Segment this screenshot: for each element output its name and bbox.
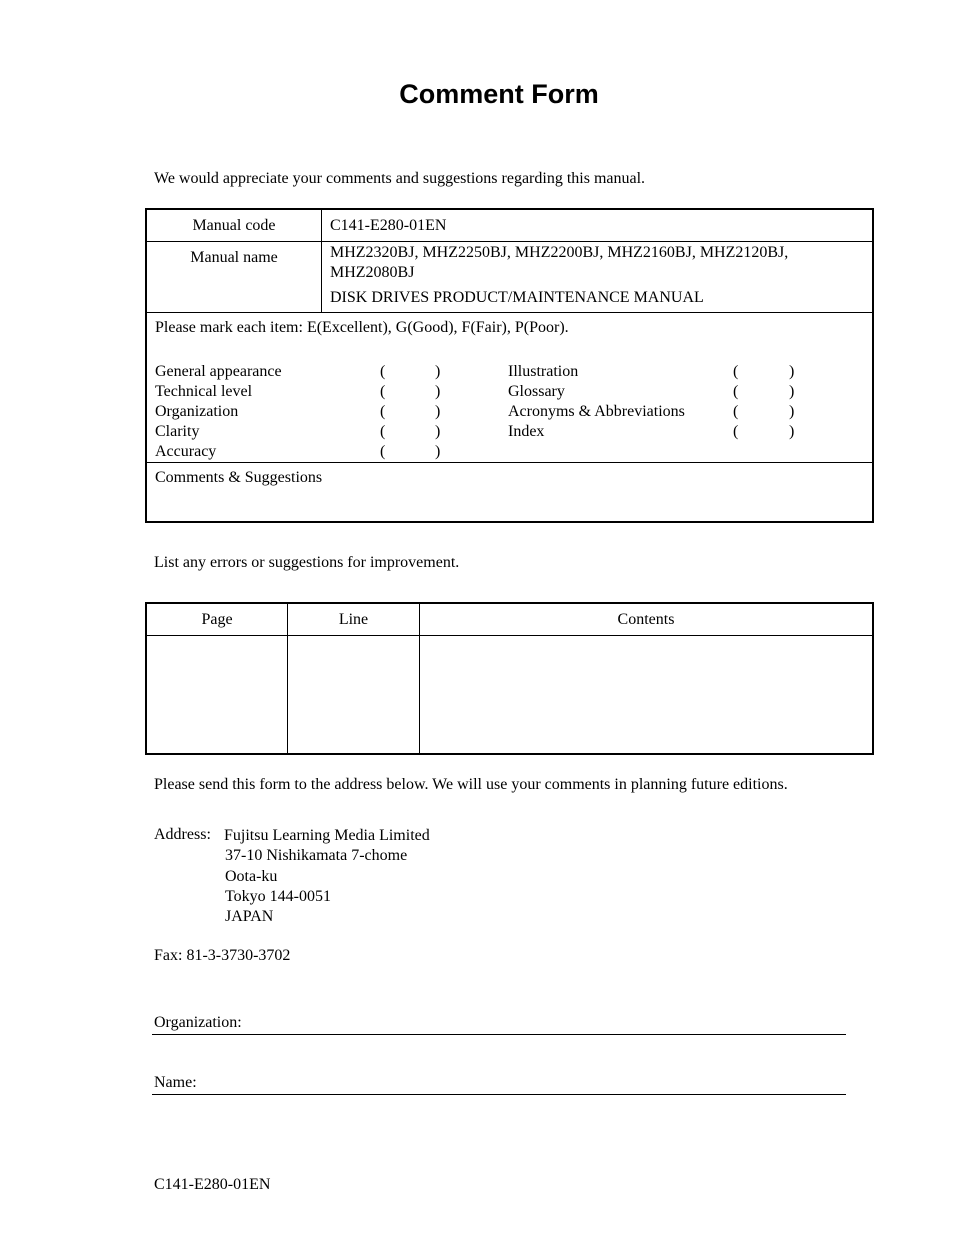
address-label: Address: (154, 826, 211, 843)
rating-item-glossary: Glossary (508, 382, 565, 400)
rating-box-open[interactable]: ( (380, 362, 386, 380)
rating-item-illustration: Illustration (508, 362, 579, 380)
rating-item-accuracy: Accuracy (155, 442, 217, 460)
rating-box-close: ) (789, 422, 795, 440)
manual-info-table (145, 208, 874, 523)
rating-item-technical-level: Technical level (155, 382, 253, 400)
rating-box-open[interactable]: ( (733, 422, 739, 440)
rating-box-open[interactable]: ( (733, 402, 739, 420)
rating-box-open[interactable]: ( (380, 402, 386, 420)
rating-instruction: Please mark each item: E(Excellent), G(Good), F(Fair), P(Poor). (155, 318, 569, 336)
page-title: Comment Form (399, 79, 599, 109)
manual-code-value: C141-E280-01EN (322, 209, 874, 241)
comments-suggestions-field[interactable] (146, 462, 873, 522)
rating-box-close: ) (789, 382, 795, 400)
rating-box-open[interactable]: ( (380, 442, 386, 460)
errors-table (145, 602, 874, 755)
comments-label: Comments & Suggestions (155, 468, 323, 486)
intro-text: We would appreciate your comments and suggestions regarding this manual. (154, 170, 646, 187)
rating-box-close: ) (435, 382, 441, 400)
rating-box-close: ) (435, 422, 441, 440)
rating-item-clarity: Clarity (155, 422, 200, 440)
rating-section (146, 312, 873, 462)
name-field-line[interactable] (152, 1094, 846, 1095)
errors-intro-text: List any errors or suggestions for improvement. (154, 554, 460, 571)
header-contents: Contents (420, 603, 874, 635)
address-line: 37-10 Nishikamata 7-chome (225, 847, 408, 865)
manual-name-line-1: MHZ2320BJ, MHZ2250BJ, MHZ2200BJ, MHZ2160BJ, MHZ2120BJ, (330, 243, 789, 261)
rating-box-close: ) (789, 362, 795, 380)
organization-field-line[interactable] (152, 1034, 846, 1035)
organization-label: Organization: (154, 1014, 242, 1031)
address-block (224, 826, 430, 927)
rating-item-acronyms: Acronyms & Abbreviations (508, 402, 685, 420)
send-instruction: Please send this form to the address below. We will use your comments in planning future editions. (154, 776, 788, 793)
rating-box-open[interactable]: ( (380, 422, 386, 440)
fax-number: Fax: 81-3-3730-3702 (154, 947, 291, 964)
name-label: Name: (154, 1074, 197, 1091)
manual-name-line-2: MHZ2080BJ (330, 263, 415, 281)
rating-box-close: ) (789, 402, 795, 420)
address-line: Tokyo 144-0051 (225, 887, 331, 905)
footer-manual-code: C141-E280-01EN (154, 1176, 271, 1193)
rating-box-close: ) (435, 402, 441, 420)
rating-box-close: ) (435, 362, 441, 380)
manual-name-label: Manual name (146, 241, 322, 312)
rating-box-open[interactable]: ( (733, 362, 739, 380)
line-entry-cell[interactable] (288, 635, 420, 754)
rating-item-general-appearance: General appearance (155, 362, 282, 380)
rating-box-open[interactable]: ( (380, 382, 386, 400)
header-page: Page (146, 603, 288, 635)
rating-item-index: Index (508, 422, 545, 440)
contents-entry-cell[interactable] (420, 635, 874, 754)
address-line: JAPAN (225, 908, 274, 926)
manual-name-line-3: DISK DRIVES PRODUCT/MAINTENANCE MANUAL (330, 288, 704, 306)
rating-item-organization: Organization (155, 402, 239, 420)
address-line: Oota-ku (225, 867, 278, 885)
address-line: Fujitsu Learning Media Limited (224, 827, 430, 844)
rating-box-open[interactable]: ( (733, 382, 739, 400)
rating-box-close: ) (435, 442, 441, 460)
header-line: Line (288, 603, 420, 635)
manual-name-value (322, 241, 874, 312)
manual-code-label: Manual code (146, 209, 322, 241)
page-entry-cell[interactable] (146, 635, 288, 754)
